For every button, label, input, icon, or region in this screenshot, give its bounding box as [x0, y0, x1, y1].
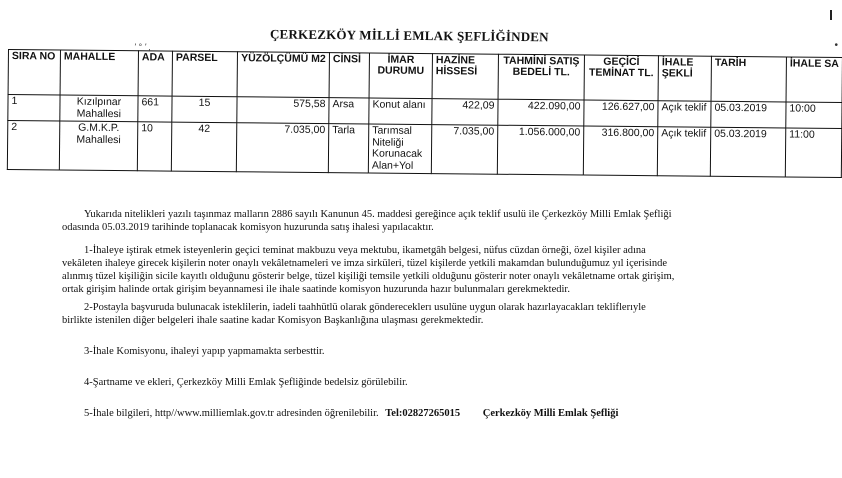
cell-bedel: 1.056.000,00 — [497, 125, 583, 175]
item2-line-2: birlikte istenilen diğer belgeleri ihale saatine kadar Komisyon Başkanlığına ulaşması gerekmektedir. — [62, 315, 484, 326]
col-header-ada: ADA — [138, 51, 172, 96]
cell-imar: Konut alanı — [369, 98, 432, 125]
item1-line-4: ortak girişim halinde ortak girişim beyannamesi ile ihale saatinde komisyon huzurunda hazır bulunmaları gerekmektedir. — [62, 284, 570, 295]
cell-sira: 2 — [7, 121, 59, 170]
cell-mahalle: G.M.K.P. Mahallesi — [59, 121, 137, 171]
col-header-bedel: TAHMİNİ SATIŞ BEDELİ TL. — [498, 54, 584, 100]
page-title: ÇERKEZKÖY MİLLİ EMLAK ŞEFLİĞİNDEN — [269, 26, 549, 45]
cell-mahalle: Kızılpınar Mahallesi — [60, 95, 138, 122]
col-header-sekil: İHALE ŞEKLİ — [658, 56, 711, 102]
cell-sekil: Açık teklif — [658, 101, 711, 128]
col-header-teminat: GEÇİCİ TEMİNAT TL. — [584, 55, 658, 101]
intro-line-1: Yukarıda nitelikleri yazılı taşınmaz malların 2886 sayılı Kanunun 45. maddesi gereğince açık teklif usulü ile Çerkezköy Milli Emlak Şefliği — [84, 209, 672, 220]
item5-phone: Tel:02827265015 — [385, 408, 461, 419]
cell-hisse: 7.035,00 — [431, 125, 497, 175]
cell-parsel: 15 — [172, 96, 237, 123]
item5-office: Çerkezköy Milli Emlak Şefliği — [482, 408, 619, 419]
intro-line-2: odasında 05.03.2019 tarihinde toplanacak komisyon huzurunda satış ihalesi yapılacaktır. — [62, 222, 434, 233]
col-header-mahalle: MAHALLE — [60, 50, 138, 96]
item4-text: 4-Şartname ve ekleri, Çerkezköy Milli Emlak Şefliğinde bedelsiz görülebilir. — [84, 377, 408, 388]
cell-ada: 10 — [137, 122, 171, 171]
cell-saat: 10:00 — [786, 102, 842, 129]
handwritten-marks: ' ° ' , — [134, 42, 152, 52]
cell-sekil: Açık teklif — [657, 127, 710, 177]
item5-line — [84, 408, 618, 421]
item5-text: 5-İhale bilgileri, http//www.milliemlak.gov.tr adresinden öğrenilebilir. — [84, 408, 379, 419]
cell-sira: 1 — [8, 95, 60, 121]
cell-yuzolcumu: 7.035,00 — [236, 123, 328, 173]
col-header-yuzolcumu: YÜZÖLÇÜMÜ M2 — [237, 52, 329, 98]
cell-ada: 661 — [138, 96, 172, 122]
col-header-parsel: PARSEL — [172, 51, 237, 97]
cell-hisse: 422,09 — [432, 99, 498, 126]
cell-parsel: 42 — [171, 122, 236, 172]
cell-teminat: 316.800,00 — [583, 126, 657, 176]
col-header-sira: SIRA NO — [8, 50, 60, 95]
cell-teminat: 126.627,00 — [584, 100, 658, 127]
item3-text: 3-İhale Komisyonu, ihaleyi yapıp yapmamakta serbesttir. — [84, 346, 325, 357]
cell-saat: 11:00 — [785, 128, 841, 178]
cell-tarih: 05.03.2019 — [710, 127, 785, 177]
cell-yuzolcumu: 575,58 — [237, 97, 329, 124]
col-header-imar: İMAR DURUMU — [369, 53, 432, 99]
cell-imar: Tarımsal Niteliği Korunacak Alan+Yol — [368, 124, 431, 174]
scan-dot: • — [834, 40, 838, 51]
col-header-cinsi: CİNSİ — [329, 53, 369, 98]
item1-line-2: vekâleten ihaleye girecek kişilerin noter onaylı vekâletnameleri ve imza sirküleri, tüzel kişilerde yetkili makamdan bulunduğumuz yıl içerisinde — [62, 258, 667, 269]
cell-bedel: 422.090,00 — [498, 99, 584, 126]
cell-tarih: 05.03.2019 — [711, 101, 786, 128]
item2-line-1: 2-Postayla başvuruda bulunacak isteklilerin, iadeli taahhütlü olarak göndereceklerı usulüne uygun olarak hazırlayacakları tekliflerıyle — [84, 302, 646, 313]
col-header-hisse: HAZİNE HİSSESİ — [432, 54, 498, 100]
scan-mark — [830, 10, 832, 20]
cell-cinsi: Tarla — [328, 124, 368, 173]
cell-cinsi: Arsa — [329, 98, 369, 124]
auction-table — [7, 49, 842, 178]
table-row — [7, 121, 841, 178]
col-header-saat: İHALE SA — [786, 57, 842, 103]
table-header-row — [8, 50, 842, 103]
item1-line-1: 1-İhaleye iştirak etmek isteyenlerin geçici teminat makbuzu veya mektubu, ikametgâh belgesi, nüfus cüzdan örneği, özel kişiler adına — [84, 245, 646, 256]
col-header-tarih: TARİH — [711, 56, 786, 102]
item1-line-3: alınmış tüzel kişiliğin sicile kayıtlı olduğunu gösterir belge, tüzel kişiliği temsile yetkili olduğunu gösterir noter onaylı vekâletname ortak girişim, — [62, 271, 675, 282]
